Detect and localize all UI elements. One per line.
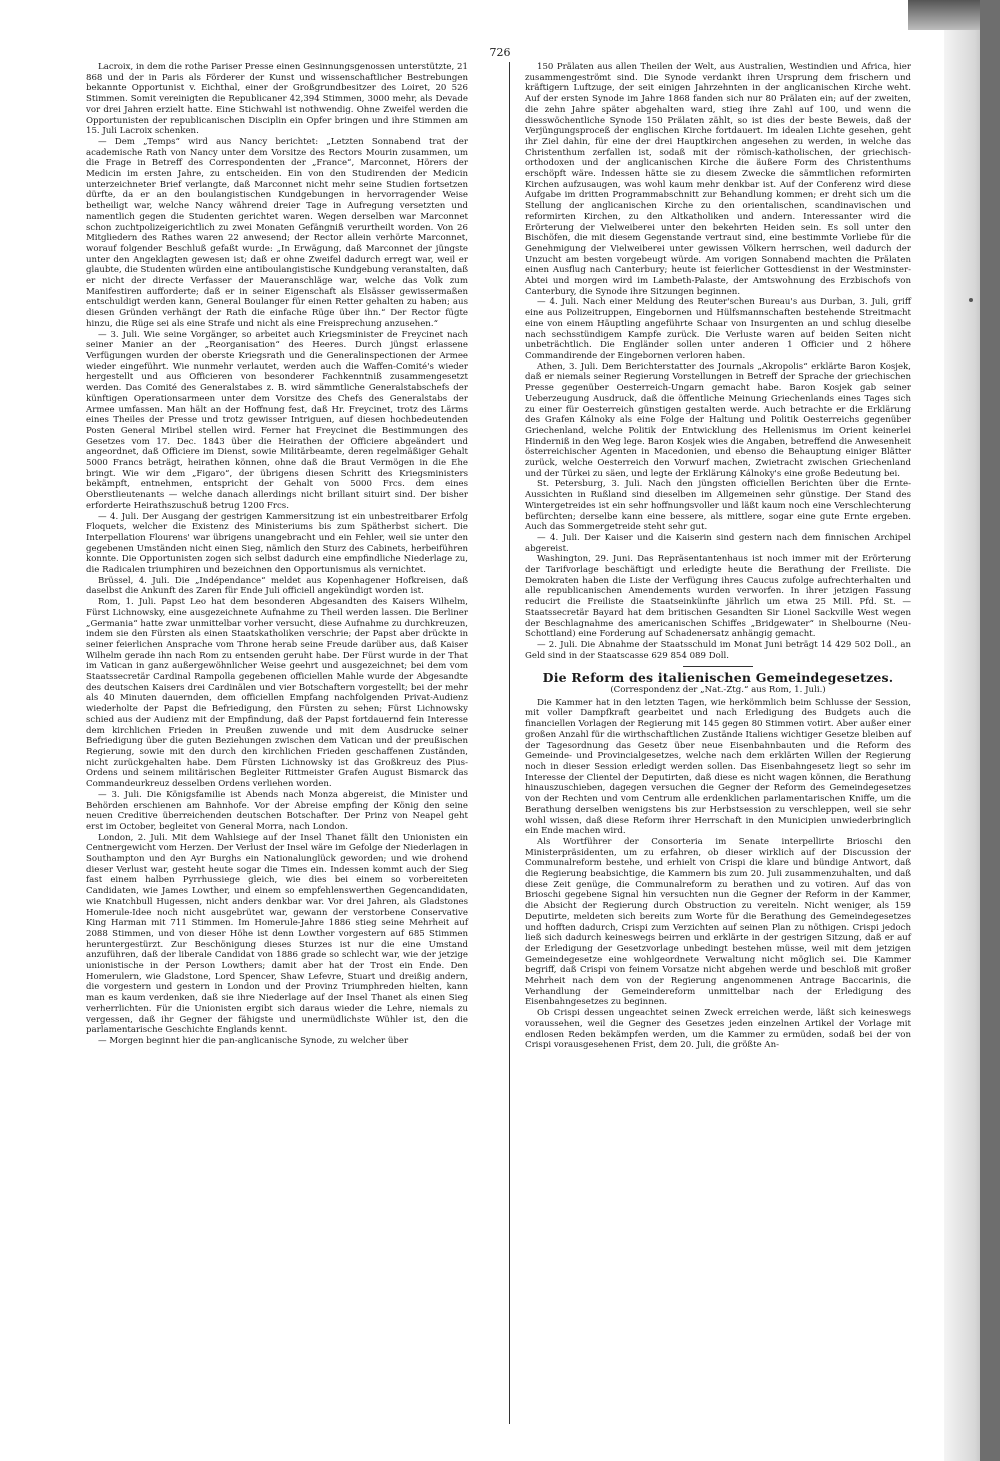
section-separator: [683, 666, 753, 667]
article-paragraph: Ob Crispi dessen ungeachtet seinen Zweck erreichen werde, läßt sich keineswegs voraussehen, weil die Gegner des Gesetzes jeden einzelnen Artikel der Vorlage mit endlosen Reden bekämpfen werden, um die Kammer zu ermüden, sodaß bei der von Crispi vorausgesehenen Frist, dem 20. Juli, die größte An-: [525, 1008, 911, 1051]
margin-mark: [969, 298, 973, 302]
article-paragraph: — Morgen beginnt hier die pan-anglicanische Synode, zu welcher über: [98, 1035, 409, 1046]
article-paragraph: — 3. Juli. Die Königsfamilie ist Abends nach Monza abgereist, die Minister und Behörden erschienen am Bahnhofe. Vor der Abreise empfing der König den seine neuen Creditive überreichenden deutschen Botschafter. Der Prinz von Neapel geht erst im October, begleitet von General Morra, nach London.: [86, 789, 468, 832]
article-paragraph: — 4. Juli. Der Kaiser und die Kaiserin sind gestern nach dem finnischen Archipel abgereist.: [525, 532, 911, 554]
article-paragraph: — 4. Juli. Nach einer Meldung des Reuter'schen Bureau's aus Durban, 3. Juli, griff eine aus Polizeitruppen, Eingebornen und Hülfsmannschaften bestehende Streitmacht eine von einem Häuptling angeführte Schaar von Insurgenten an und schlug dieselbe nach sechsstündigem Kampfe zurück. Die Verluste waren auf beiden Seiten nicht unbeträchtlich. Die Engländer sollen unter anderen 1 Officier und 2 höhere Commandirende der Eingebornen verloren haben.: [525, 297, 911, 361]
right-column: [525, 62, 911, 1051]
article-paragraph: — 2. Juli. Die Abnahme der Staatsschuld im Monat Juni beträgt 14 429 502 Doll., an Geld sind in der Staatscasse 629 854 089 Doll.: [525, 639, 911, 661]
article-paragraph: Als Wortführer der Consorteria im Senate interpellirte Brioschi den Ministerpräsidenten, um zu erfahren, ob dieser wirklich auf der Discussion der Communalreform bestehe, und erhielt von Crispi die klare und bündige Antwort, daß die Regierung beabsichtige, die Kammern bis zum 20. Juli zusammenzuhalten, und daß diese Zeit genüge, die Communalreform zu berathen und zu votiren. Auf das von Brioschi gegebene Signal hin versuchten nun die Gegner der Reform in der Kammer, die Absicht der Regierung durch Obstruction zu vereiteln. Nicht weniger, als 159 Deputirte, meldeten sich bereits zum Worte für die Berathung des Gemeindegesetzes und hofften dadurch, Crispi zum Verzichten auf seinen Plan zu nöthigen. Crispi jedoch ließ sich dadurch keineswegs beirren und erklärte in der gestrigen Sitzung, daß er auf der Erledigung der Gesetzvorlage unbedingt bestehen müsse, weil mit dem jetzigen Gemeindegesetze eine wohlgeordnete Verwaltung nicht möglich sei. Die Kammer begriff, daß Crispi von feinem Vorsatze nicht abgehen werde und beschloß mit großer Mehrheit nach dem von der Regierung angenommenen Antrage Baccarinis, die Verhandlung der Gemeindereform unmittelbar nach der Erledigung des Eisenbahngesetzes zu beginnen.: [525, 836, 911, 1008]
article-paragraph: Athen, 3. Juli. Dem Berichterstatter des Journals „Akropolis“ erklärte Baron Kosjek, daß er niemals seiner Regierung Vorstellungen in Betreff der Sprache der griechischen Presse gegenüber Oesterreich-Ungarn gemacht habe. Baron Kosjek gab seiner Ueberzeugung Ausdruck, daß die öffentliche Meinung Griechenlands eines Tages sich zu einer für Oesterreich günstigen gestalten werde. Auch betrachte er die Erklärung des Grafen Kálnoky als eine Folge der Haltung und Politik Oesterreichs gegenüber Griechenland, welche Politik der Entwicklung des Hellenismus im Orient keinerlei Hinderniß in den Weg lege. Baron Kosjek wies die Angaben, betreffend die Anwesenheit österreichischer Agenten in Macedonien, und ebenso die Behauptung einiger Blätter zurück, welche Oesterreich den Vorwurf machen, Zwietracht zwischen Griechenland und der Türkei zu säen, und legte der Erklärung Kálnoky's eine große Bedeutung bei.: [525, 361, 911, 479]
article-paragraph: — Dem „Temps“ wird aus Nancy berichtet: „Letzten Sonnabend trat der academische Rath von Nancy unter dem Vorsitze des Rectors Mourin zusammen, um die Frage in Betreff des Correspondenten der „France“, Marconnet, Hörers der Medicin im ersten Jahre, zu entscheiden. Ein von den Studirenden der Medicin unterzeichneter Brief verlangte, daß Marconnet nicht mehr seine Studien fortsetzen dürfte, da er an den boulangistischen Kundgebungen in hervorragender Weise betheiligt war, welche Nancy während dreier Tage in Aufregung versetzten und namentlich gegen die Studenten gerichtet waren. Wegen derselben war Marconnet schon zuchtpolizeigerichtlich zu zwei Monaten Gefängniß verurtheilt worden. Von 26 Mitgliedern des Rathes waren 22 anwesend; der Rector allein verhörte Marconnet, worauf folgender Beschluß gefaßt wurde: „In Erwägung, daß Marconnet der jüngste unter den Angeklagten gewesen ist; daß er ohne Zweifel dadurch erregt war, weil er glaubte, die Studenten würden eine antiboulangistische Kundgebung veranstalten, daß er nicht der directe Verfasser der Maueranschläge war, welche das Volk zum Manifestiren aufforderte; daß er in seiner Eigenschaft als Elsässer gewissermaßen entschuldigt werden kann, General Boulanger für einen Retter gehalten zu haben; aus diesen Gründen verhängt der Rath die einfache Rüge über ihn.“ Der Rector fügte hinzu, die Rüge sei als eine Strafe und nicht als eine Freisprechung anzusehen.“: [86, 136, 468, 329]
article-paragraph: Washington, 29. Juni. Das Repräsentantenhaus ist noch immer mit der Erörterung der Tarifvorlage beschäftigt und erledigte heute die Berathung der Freiliste. Die Demokraten haben die Liste der Verfügung ihres Caucus zufolge aufrechterhalten und alle republicanischen Amendements wurden verworfen. In ihrer jetzigen Fassung reducirt die Freiliste die Staatseinkünfte jährlich um etwa 25 Mill. Pfd. St. — Staatssecretär Bayard hat dem britischen Gesandten Sir Lionel Sackville West wegen der Beschlagnahme des americanischen Schiffes „Bridgewater“ in Shelbourne (Neu-Schottland) eine Forderung auf Schadenersatz anhängig gemacht.: [525, 554, 911, 640]
section-title: Die Reform des italienischen Gemeindegesetzes.: [542, 670, 894, 686]
article-paragraph: Rom, 1. Juli. Papst Leo hat dem besonderen Abgesandten des Kaisers Wilhelm, Fürst Lichnowsky, eine ausgezeichnete Aufnahme zu Theil werden lassen. Die Berliner „Germania“ hatte zwar unmittelbar vorher versucht, diese Aufnahme zu durchkreuzen, indem sie den Fürsten als einen Staatskatholiken verschrie; der Papst aber drückte in seiner feierlichen Ansprache vom Throne herab seine Freude darüber aus, daß Kaiser Wilhelm gerade ihn nach Rom zu entsenden geruht habe. Der Fürst wurde in der That im Vatican in ganz außergewöhnlicher Weise geehrt und ausgezeichnet; bei dem vom Staatssecretär Cardinal Rampolla gegebenen officiellen Mahle wurde der Abgesandte des deutschen Kaisers drei Cardinälen und vier Botschaftern vorgestellt; bei der mehr als 40 Minuten dauernden, dem officiellen Empfang nachfolgenden Privat-Audienz wiederholte der Papst die Befriedigung, den Fürsten zu sehen; Fürst Lichnowsky schied aus der Audienz mit der Empfindung, daß der Papst fortdauernd fein Interesse dem kirchlichen Frieden in Preußen zuwende und mit dem Ausdrucke seiner Befriedigung über die guten Beziehungen zwischen dem Vatican und der preußischen Regierung, sowie mit den durch den kirchlichen Frieden geschaffenen Zuständen, nicht zurückgehalten habe. Dem Fürsten Lichnowsky ist das Großkreuz des Pius-Ordens und seinem militärischen Begleiter Rittmeister Grafen August Bismarck das Commandeurkreuz desselben Ordens verliehen worden.: [86, 597, 468, 790]
article-paragraph: — 3. Juli. Wie seine Vorgänger, so arbeitet auch Kriegsminister de Freycinet nach seiner Manier an der „Reorganisation“ des Heeres. Durch jüngst erlassene Verfügungen wurden der oberste Kriegsrath und die Generalinspectionen der Armee wieder eingeführt. Wie nunmehr verlautet, werden auch die Waffen-Comité's wieder hergestellt und aus Officieren von besonderer Fachkenntniß zusammengesetzt werden. Das Comité des Generalstabes z. B. wird sämmtliche Generalstabschefs der künftigen Operationsarmeen unter dem Vorsitze des Chefs des Generalstabs der Armee umfassen. Man hält an der Hoffnung fest, daß Hr. Freycinet, trotz des Lärms eines Theiles der Presse und trotz gewisser Intriguen, auf diesen hochbedeutenden Posten General Miribel stellen wird. Ferner hat Freycinet die Bestimmungen des Gesetzes vom 17. Dec. 1843 über die Heirathen der Officiere abgeändert und angeordnet, daß Officiere im Dienst, sowie Militärbeamte, deren regelmäßiger Gehalt 5000 Francs beträgt, heirathen können, ohne daß die Braut Vermögen in die Ehe bringt. Wie wir dem „Figaro“, der übrigens diesen Schritt des Kriegsministers bekämpft, entnehmen, entspricht der Gehalt von 5000 Frcs. dem eines Oberstlieutenants — welche danach allerdings nicht brillant situirt sind. Der bisher erforderte Heirathszuschuß betrug 1200 Frcs.: [86, 329, 468, 511]
article-paragraph: St. Petersburg, 3. Juli. Nach den jüngsten officiellen Berichten über die Ernte-Aussichten in Rußland sind dieselben im Allgemeinen sehr günstige. Der Stand des Wintergetreides ist ein sehr hoffnungsvoller und läßt kaum noch eine Verschlechterung befürchten; derselbe kann eine bessere, als mittlere, sogar eine gute Ernte ergeben. Auch das Sommergetreide steht sehr gut.: [525, 479, 911, 533]
section-subtitle: (Correspondenz der „Nat.-Ztg.“ aus Rom, 1. Juli.): [610, 685, 826, 696]
page-number: 726: [489, 46, 511, 59]
article-paragraph: 150 Prälaten aus allen Theilen der Welt, aus Australien, Westindien und Africa, hier zusammengeströmt sind. Die Synode verdankt ihren Ursprung dem frischern und kräftigern Luftzuge, der seit einigen Jahrzehnten in der anglicanischen Kirche weht. Auf der ersten Synode im Jahre 1868 fanden sich nur 80 Prälaten ein; auf der zweiten, die zehn Jahre später abgehalten ward, stieg ihre Zahl auf 100, und wenn die diesswöchentliche Synode 150 Prälaten zählt, so ist dies der beste Beweis, daß der Verjüngungsproceß der englischen Kirche fortdauert. Im idealen Lichte gesehen, geht ihr Ziel dahin, für eine der drei Hauptkirchen angesehen zu werden, in welche das Christenthum zerfallen ist, sodaß mit der römisch-katholischen, der griechisch-orthodoxen und der anglicanischen Kirche die äußere Form des Christenthums erschöpft wäre. Indessen hätte sie zu diesem Zwecke die sämmtlichen reformirten Kirchen aufzusaugen, was wohl kaum mehr denkbar ist. Auf der Conferenz wird diese Aufgabe im dritten Programmabschnitt zur Behandlung kommen; er dreht sich um die Stellung der anglicanischen Kirche zu den orientalischen, scandinavischen und reformirten Kirchen, zu den Altkatholiken und andern. Interessanter wird die Erörterung der Vielweiberei unter den bekehrten Heiden sein. Es soll unter den Bischöfen, die mit diesem Gegenstande vertraut sind, eine bestimmte Vorliebe für die Genehmigung der Vielweiberei unter gewissen Völkern herrschen, weil dadurch der Unzucht am besten vorgebeugt würde. Am vorigen Sonnabend machten die Prälaten einen Ausflug nach Canterbury; heute ist feierlicher Gottesdienst in der Westminster-Abtei und morgen wird im Lambeth-Palaste, der Amtswohnung des Erzbischofs von Canterbury, die Synode ihre Sitzungen beginnen.: [525, 62, 911, 297]
book-spine-shadow: [980, 0, 1000, 1461]
article-paragraph: London, 2. Juli. Mit dem Wahlsiege auf der Insel Thanet fällt den Unionisten ein Centnergewicht vom Herzen. Der Verlust der Insel wäre im Gefolge der Niederlagen in Southampton und den Ayr Burghs ein Nationalunglück geworden; und wie drohend dieser Verlust war, gesteht heute sogar die Times ein. Indessen kommt auch der Sieg fast einem halben Pyrrhussiege gleich, wie dies bei einem so vorbereiteten Candidaten, wie James Lowther, und einem so empfehlenswerthen Gegencandidaten, wie Knatchbull Hugessen, nicht anders denkbar war. Vor drei Jahren, als Gladstones Homerule-Idee noch nicht ausgebrütet war, gewann der verstorbene Conservative King Harman mit 711 Stimmen. Im Homerule-Jahre 1886 stieg seine Mehrheit auf 2088 Stimmen, und von dieser Höhe ist denn Lowther vorgestern auf 685 Stimmen heruntergestürzt. Zur Beschönigung dieses Sturzes ist nur die eine Umstand anzuführen, daß der liberale Candidat von 1886 grade so schlecht war, wie der jetzige unionistische in der Person Lowthers; damit aber hat der Trost ein Ende. Den Homerulern, wie Gladstone, Lord Spencer, Shaw Lefevre, Stuart und dreißig andern, die vorgestern und gestern in London und der Provinz Triumphreden hielten, kann man es kaum verdenken, daß sie ihre Niederlage auf der Insel Thanet als einen Sieg verherrlichten. Für die Unionisten ergibt sich daraus wieder die Lehre, niemals zu vergessen, daß ihr Gegner der fähigste und unermüdlichste Wühler ist, den die parlamentarische Geschichte Englands kennt.: [86, 832, 468, 1036]
column-divider: [509, 62, 510, 1424]
article-paragraph: Lacroix, in dem die rothe Pariser Presse einen Gesinnungsgenossen unterstützte, 21 868 und der in Paris als Förderer der Kunst und wissenschaftlicher Bestrebungen bekannte Opportunist v. Eichthal, einer der Großgrundbesitzer des Loiret, 20 526 Stimmen. Somit vereinigten die Republicaner 42,394 Stimmen, 3000 mehr, als Devade vor drei Jahren erzielt hatte. Eine Stichwahl ist nothwendig. Ohne Zweifel werden die Opportunisten der republicanischen Disciplin ein Opfer bringen und ihre Stimmen am 15. Juli Lacroix schenken.: [86, 62, 468, 137]
article-paragraph: Brüssel, 4. Juli. Die „Indépendance“ meldet aus Kopenhagener Hofkreisen, daß daselbst die Ankunft des Zaren für Ende Juli officiell angekündigt worden ist.: [86, 575, 468, 597]
article-paragraph: Die Kammer hat in den letzten Tagen, wie herkömmlich beim Schlusse der Session, mit voller Dampfkraft gearbeitet und nach Erledigung des Budgets auch die financiellen Vorlagen der Regierung mit 145 gegen 80 Stimmen votirt. Aber außer einer großen Anzahl für die wirthschaftlichen Zustände Italiens wichtiger Gesetze bleiben auf der Tagesordnung das Gesetz über neue Eisenbahnbauten und die Reform des Gemeinde- und Provincialgesetzes, welche nach dem erklärten Willen der Regierung noch in dieser Session erledigt werden sollen. Das Eisenbahngesetz liegt so sehr im Interesse der Clientel der Deputirten, daß diese es nicht wagen können, die Berathung hinauszuschieben, dagegen versuchen die Gegner der Reform des Gemeindegesetzes von der Rechten und vom Centrum alle erdenklichen parlamentarischen Kniffe, um die Berathung derselben wenigstens bis zur Herbstsession zu verschleppen, weil sie sehr wohl wissen, daß diese Reform ihrer Herrschaft in den Municipien unwiederbringlich ein Ende machen wird.: [525, 697, 911, 837]
left-column: [86, 62, 468, 1047]
article-paragraph: — 4. Juli. Der Ausgang der gestrigen Kammersitzung ist ein unbestreitbarer Erfolg Floquets, welcher die Existenz des Ministeriums bis zum Spätherbst sichert. Die Interpellation Flourens' war übrigens unangebracht und ein Fehler, weil sie unter den gegebenen Umständen nicht einen Sieg, nämlich den Sturz des Cabinets, herbeiführen konnte. Die Opportunisten zogen sich selbst dadurch eine empfindliche Niederlage zu, die Radicalen triumphiren und bezeichnen den Opportunismus als vernichtet.: [86, 511, 468, 576]
